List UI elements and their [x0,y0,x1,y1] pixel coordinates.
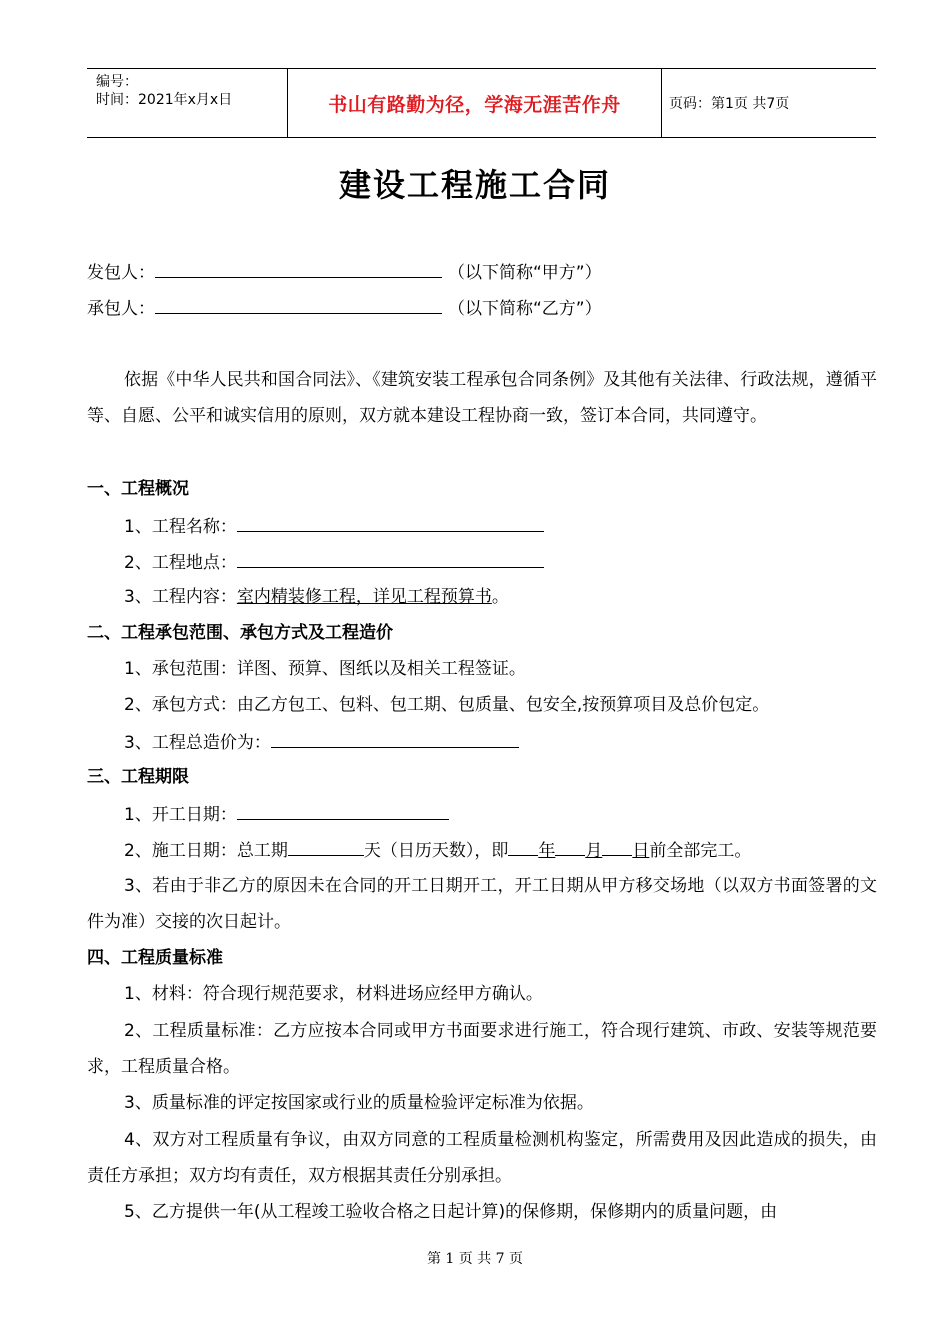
month-label: 月 [585,841,603,861]
document-title: 建设工程施工合同 [338,166,611,204]
page-info: 页码：第1页 共7页 [669,96,790,112]
header-page-cell [661,69,876,137]
header-meta [87,69,287,137]
s3-item-1 [87,801,914,827]
s1-item-3 [87,585,914,609]
s2-item-2: 2、承包方式：由乙方包工、包料、包工期、包质量、包安全,按预算项目及总价包定。 [124,695,770,715]
s4-item-5: 5、乙方提供一年(从工程竣工验收合格之日起计算)的保修期，保修期内的质量问题，由 [124,1202,778,1222]
s2-item-3 [87,729,914,755]
day-label: 日 [632,841,650,861]
s3-item-2 [87,837,914,863]
contractor-label: 承包人： [87,299,155,319]
s1-item-1-label: 1、工程名称： [124,517,237,537]
year-blank[interactable] [508,837,538,856]
time-label: 时间：2021年x月x日 [96,92,233,108]
s2-item-3-label: 3、工程总造价为： [124,733,271,753]
s3-item-1-label: 1、开工日期： [124,805,237,825]
s2-item-1: 1、承包范围：详图、预算、图纸以及相关工程签证。 [124,659,526,679]
day-blank[interactable] [602,837,632,856]
section-2-heading: 二、工程承包范围、承包方式及工程造价 [87,623,393,643]
s4-item-1: 1、材料：符合现行规范要求，材料进场应经甲方确认。 [124,984,543,1004]
section-4-heading: 四、工程质量标准 [87,948,223,968]
document-header [87,68,876,138]
section-3-heading: 三、工程期限 [87,767,189,787]
s3-item-2-a: 2、施工日期：总工期 [124,841,288,861]
number-label: 编号： [96,74,138,90]
s3-item-3: 3、若由于非乙方的原因未在合同的开工日期开工，开工日期从甲方移交场地（以双方书面签署的文件为准）交接的次日起计。 [87,876,877,932]
s3-item-2-b: 天（日历天数），即 [363,841,509,861]
header-motto-cell [287,69,662,137]
contractor-line [87,295,877,321]
s4-item-2: 2、工程质量标准：乙方应按本合同或甲方书面要求进行施工，符合现行建筑、市政、安装等规范要求，工程质量合格。 [87,1021,877,1077]
s3-item-2-end: 前全部完工。 [649,841,752,861]
month-blank[interactable] [555,837,585,856]
s1-item-2-label: 2、工程地点： [124,553,237,573]
section-1-heading: 一、工程概况 [87,479,189,499]
employer-blank[interactable] [155,259,442,278]
s1-item-3-value: 室内精装修工程，详见工程预算书 [236,587,492,607]
employer-label: 发包人： [87,263,155,283]
employer-line [87,259,877,285]
s1-item-2 [87,549,914,575]
s1-item-3-label: 3、工程内容： [124,587,237,607]
project-name-blank[interactable] [237,513,544,532]
project-location-blank[interactable] [237,549,544,568]
intro-paragraph: 依据《中华人民共和国合同法》、《建筑安装工程承包合同条例》及其他有关法律、行政法规，遵循平等、自愿、公平和诚实信用的原则，双方就本建设工程协商一致，签订本合同，共同遵守。 [87,370,877,426]
duration-days-blank[interactable] [288,837,364,856]
contractor-alias: （以下简称“乙方”） [448,299,602,319]
year-label: 年 [538,841,556,861]
s1-item-1 [87,513,914,539]
s4-item-3: 3、质量标准的评定按国家或行业的质量检验评定标准为依据。 [124,1093,594,1113]
page-footer: 第 1 页 共 7 页 [426,1251,524,1267]
s4-item-4: 4、双方对工程质量有争议，由双方同意的工程质量检测机构鉴定，所需费用及因此造成的损失，由责任方承担；双方均有责任，双方根据其责任分别承担。 [87,1130,877,1186]
employer-alias: （以下简称“甲方”） [448,263,602,283]
contractor-blank[interactable] [155,295,442,314]
s1-item-3-end: 。 [491,587,509,607]
motto: 书山有路勤为径，学海无涯苦作舟 [328,93,621,116]
start-date-blank[interactable] [237,801,449,820]
total-price-blank[interactable] [271,729,519,748]
